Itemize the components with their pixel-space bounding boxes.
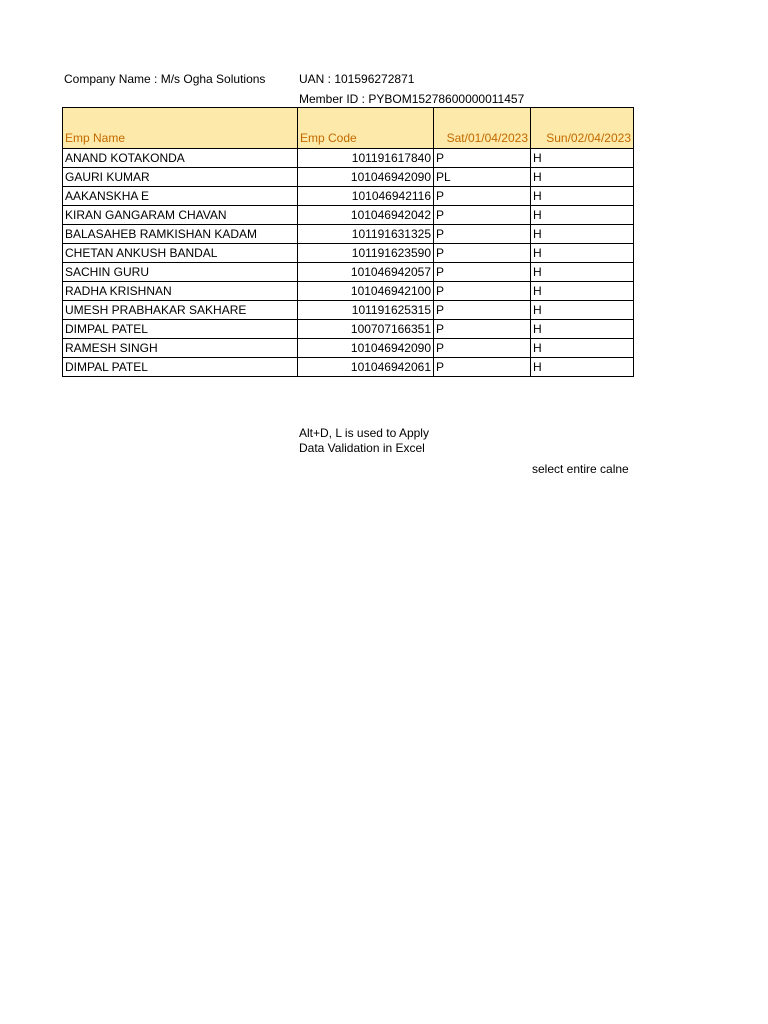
emp-name-cell[interactable]: RAMESH SINGH: [63, 339, 298, 358]
emp-name-cell[interactable]: ANAND KOTAKONDA: [63, 149, 298, 168]
emp-code-cell[interactable]: 101191625315: [298, 301, 434, 320]
emp-name-cell[interactable]: RADHA KRISHNAN: [63, 282, 298, 301]
table-row: [63, 301, 634, 320]
member-id: Member ID : PYBOM15278600000011457: [299, 92, 525, 106]
table-row: [63, 320, 634, 339]
table-header-row: [63, 108, 634, 149]
emp-name-cell[interactable]: KIRAN GANGARAM CHAVAN: [63, 206, 298, 225]
attendance-sun-cell[interactable]: H: [531, 339, 634, 358]
emp-code-cell[interactable]: 101046942090: [298, 168, 434, 187]
attendance-sat-cell[interactable]: P: [434, 339, 531, 358]
emp-code-cell[interactable]: 101046942057: [298, 263, 434, 282]
table-row: [63, 358, 634, 377]
table-row: [63, 244, 634, 263]
emp-code-cell[interactable]: 101046942090: [298, 339, 434, 358]
emp-name-cell[interactable]: SACHIN GURU: [63, 263, 298, 282]
emp-code-cell[interactable]: 101191623590: [298, 244, 434, 263]
data-validation-note: Alt+D, L is used to Apply Data Validation in Excel: [299, 426, 429, 455]
attendance-sat-cell[interactable]: P: [434, 187, 531, 206]
table-row: [63, 149, 634, 168]
emp-name-cell[interactable]: UMESH PRABHAKAR SAKHARE: [63, 301, 298, 320]
attendance-sat-cell[interactable]: P: [434, 301, 531, 320]
attendance-sat-cell[interactable]: P: [434, 244, 531, 263]
attendance-sun-cell[interactable]: H: [531, 168, 634, 187]
attendance-table: [62, 107, 634, 377]
emp-name-cell[interactable]: GAURI KUMAR: [63, 168, 298, 187]
table-row: [63, 263, 634, 282]
attendance-sun-cell[interactable]: H: [531, 358, 634, 377]
emp-code-cell[interactable]: 101191617840: [298, 149, 434, 168]
emp-name-cell[interactable]: DIMPAL PATEL: [63, 358, 298, 377]
attendance-sun-cell[interactable]: H: [531, 206, 634, 225]
column-header-emp-name[interactable]: Emp Name: [63, 108, 298, 149]
attendance-sat-cell[interactable]: P: [434, 320, 531, 339]
emp-name-cell[interactable]: AAKANSKHA E: [63, 187, 298, 206]
attendance-sat-cell[interactable]: P: [434, 358, 531, 377]
attendance-sun-cell[interactable]: H: [531, 244, 634, 263]
attendance-sat-cell[interactable]: P: [434, 206, 531, 225]
emp-name-cell[interactable]: BALASAHEB RAMKISHAN KADAM: [63, 225, 298, 244]
table-row: [63, 225, 634, 244]
company-name: Company Name : M/s Ogha Solutions: [64, 72, 266, 86]
table-row: [63, 187, 634, 206]
table-row: [63, 168, 634, 187]
uan-number: UAN : 101596272871: [299, 72, 415, 86]
column-header-emp-code[interactable]: Emp Code: [298, 108, 434, 149]
column-header-date-sat[interactable]: Sat/01/04/2023: [434, 108, 531, 149]
attendance-sun-cell[interactable]: H: [531, 282, 634, 301]
attendance-sun-cell[interactable]: H: [531, 263, 634, 282]
attendance-sun-cell[interactable]: H: [531, 149, 634, 168]
emp-name-cell[interactable]: CHETAN ANKUSH BANDAL: [63, 244, 298, 263]
column-header-date-sun[interactable]: Sun/02/04/2023: [531, 108, 634, 149]
emp-code-cell[interactable]: 101046942116: [298, 187, 434, 206]
table-row: [63, 339, 634, 358]
attendance-sat-cell[interactable]: P: [434, 282, 531, 301]
emp-name-cell[interactable]: DIMPAL PATEL: [63, 320, 298, 339]
emp-code-cell[interactable]: 101191631325: [298, 225, 434, 244]
attendance-sun-cell[interactable]: H: [531, 320, 634, 339]
attendance-sun-cell[interactable]: H: [531, 225, 634, 244]
attendance-sat-cell[interactable]: P: [434, 149, 531, 168]
emp-code-cell[interactable]: 101046942061: [298, 358, 434, 377]
attendance-sun-cell[interactable]: H: [531, 301, 634, 320]
attendance-sat-cell[interactable]: PL: [434, 168, 531, 187]
table-row: [63, 282, 634, 301]
emp-code-cell[interactable]: 101046942100: [298, 282, 434, 301]
attendance-sat-cell[interactable]: P: [434, 225, 531, 244]
attendance-sun-cell[interactable]: H: [531, 187, 634, 206]
table-row: [63, 206, 634, 225]
select-calendar-note: select entire calne: [532, 462, 629, 476]
emp-code-cell[interactable]: 101046942042: [298, 206, 434, 225]
attendance-sat-cell[interactable]: P: [434, 263, 531, 282]
emp-code-cell[interactable]: 100707166351: [298, 320, 434, 339]
